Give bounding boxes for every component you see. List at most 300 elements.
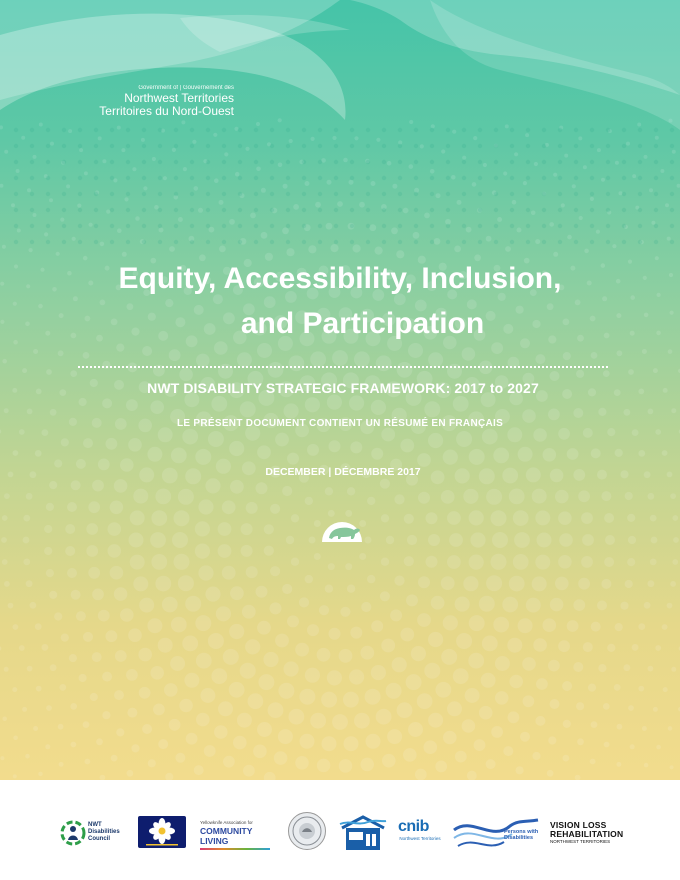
pattern-dot [590,224,594,228]
pattern-dot [174,208,178,212]
pattern-dot [21,136,25,140]
pattern-dot [182,429,198,445]
pattern-dot [106,438,118,450]
pattern-dot [110,160,114,164]
pattern-dot [30,160,34,164]
pattern-dot [394,576,404,586]
pattern-dot [126,669,138,681]
pattern-dot [345,563,352,570]
pattern-dot [126,770,133,777]
pattern-dot [434,238,441,245]
pattern-dot [601,579,611,589]
pattern-dot [465,688,480,703]
pattern-dot [49,481,57,489]
pattern-dot [561,203,565,207]
pattern-dot [512,200,517,205]
government-logo [76,84,234,118]
pattern-dot [14,208,18,212]
flower-logo [138,816,186,848]
pattern-dot [205,587,220,602]
pattern-dot [35,623,42,630]
document-title [0,256,680,346]
pattern-dot [478,224,482,228]
dotted-divider [78,366,608,368]
pattern-dot [478,160,482,164]
pattern-dot [491,726,503,738]
pattern-dot [468,653,484,669]
pattern-dot [310,713,326,729]
pattern-dot [614,684,621,691]
pattern-dot [270,504,280,514]
pattern-dot [150,532,166,548]
pattern-dot [590,176,594,180]
pattern-dot [486,575,502,591]
vision-loss-line-2: REHABILITATION [550,829,624,839]
pattern-dot [367,497,375,505]
pattern-dot [169,349,181,361]
pattern-dot [62,208,66,212]
pattern-dot [581,512,593,524]
pattern-dot [604,557,614,567]
pattern-dot [467,771,477,780]
house-icon [338,814,388,852]
pattern-dot [612,244,616,248]
pattern-dot [668,349,673,354]
pattern-dot [190,144,194,148]
pattern-dot [94,208,98,212]
pattern-dot [670,192,674,196]
pattern-dot [65,524,75,534]
pattern-dot [278,163,283,168]
pattern-dot [443,615,458,630]
pattern-dot [254,160,258,164]
pattern-dot [142,346,152,356]
pattern-dot [494,224,498,228]
pattern-dot [632,644,639,651]
pattern-dot [638,192,642,196]
pattern-dot [61,438,69,446]
pattern-dot [154,205,159,210]
pattern-dot [23,515,30,522]
pattern-dot [514,532,530,548]
pattern-dot [644,155,648,159]
pattern-dot [404,556,414,566]
pattern-dot [665,203,669,207]
vision-loss-line-1: VISION LOSS [550,820,607,830]
pattern-dot [286,144,290,148]
pattern-dot [60,218,64,222]
pattern-dot [591,721,598,728]
pattern-dot [507,638,522,653]
pattern-dot [574,208,578,212]
pattern-dot [381,428,395,442]
pattern-dot [535,555,550,570]
pattern-dot [86,545,98,557]
persons-with-disabilities-logo [452,812,540,854]
pattern-dot [654,240,658,244]
pattern-dot [314,553,321,560]
pattern-dot [218,701,233,716]
pattern-dot [607,644,615,652]
pattern-dot [155,576,171,592]
pattern-dot [147,618,162,633]
pattern-dot [453,396,469,412]
pattern-dot [142,160,146,164]
pattern-dot [359,202,365,208]
pattern-dot [510,128,514,132]
pattern-dot [409,120,413,124]
pattern-dot [46,176,50,180]
pattern-dot [204,745,216,757]
pattern-dot [366,224,370,228]
pattern-dot [481,673,496,688]
pattern-dot [516,766,524,774]
title-line-1: Equity, Accessibility, Inclusion, [118,262,562,295]
pattern-dot [670,224,674,228]
pattern-dot [92,480,104,492]
pattern-dot [555,577,569,591]
pattern-dot [583,428,593,438]
pattern-dot [29,248,33,252]
pattern-dot [49,198,53,202]
pattern-dot [238,176,242,180]
pattern-dot [537,533,552,548]
pattern-dot [195,521,210,536]
pattern-dot [94,192,98,196]
pattern-dot [604,513,614,523]
pattern-dot [366,176,370,180]
pattern-dot [350,192,354,196]
pattern-dot [435,761,447,773]
pattern-dot [382,144,386,148]
pattern-dot [110,208,114,212]
pattern-dot [65,546,75,556]
pattern-dot [158,160,162,164]
pattern-dot [526,160,530,164]
pattern-dot [375,247,383,255]
pattern-dot [30,128,34,132]
pattern-dot [2,359,7,364]
pattern-dot [46,369,52,375]
pattern-dot [350,224,354,228]
pattern-dot [536,678,548,690]
pattern-dot [503,746,513,756]
pattern-dot [558,144,562,148]
pattern-dot [23,537,30,544]
flower-icon [138,816,186,848]
community-living-color-bar [200,848,270,850]
pattern-dot [178,217,183,222]
pattern-dot [79,674,87,682]
pattern-dot [360,646,374,660]
pattern-dot [121,148,125,152]
pattern-dot [142,144,146,148]
pattern-dot [350,627,362,639]
pattern-dot [606,192,610,196]
pattern-dot [153,704,165,716]
pattern-dot [72,237,76,241]
pattern-dot [254,128,258,132]
ndc-text: NWT Disabilities Council [88,822,120,842]
pattern-dot [311,137,315,141]
pattern-dot [2,245,6,249]
pattern-dot [563,352,571,360]
pattern-dot [211,396,227,412]
pattern-dot [462,240,466,244]
pattern-dot [376,355,392,371]
pattern-dot [36,686,42,692]
pattern-dot [553,173,557,177]
pattern-dot [353,244,361,252]
pattern-dot [507,427,522,442]
pattern-dot [286,192,290,196]
pattern-dot [367,575,375,583]
pattern-dot [671,667,676,672]
pattern-dot [186,733,198,745]
pattern-dot [590,128,594,132]
pattern-dot [293,204,299,210]
pattern-dot [398,144,402,148]
pattern-dot [46,503,54,511]
pattern-dot [190,224,194,228]
pattern-dot [495,656,510,671]
pattern-dot [654,144,658,148]
pattern-dot [330,244,338,252]
pattern-dot [509,489,525,505]
pattern-dot [39,123,43,127]
pattern-dot [17,229,21,233]
pattern-dot [222,192,226,196]
pattern-dot [428,713,443,728]
pattern-dot [195,449,211,465]
pattern-dot [415,769,427,780]
pattern-dot [535,239,540,244]
pattern-dot [222,566,236,580]
pattern-dot [14,192,18,196]
pattern-dot [447,701,462,716]
pattern-dot [240,401,256,417]
pattern-dot [30,176,34,180]
pattern-dot [366,128,370,132]
pattern-dot [606,240,610,244]
pattern-dot [135,216,140,221]
pattern-dot [325,487,333,495]
pattern-dot [310,351,326,367]
pattern-dot [523,695,535,707]
pattern-dot [110,224,114,228]
pattern-dot [67,568,77,578]
pattern-dot [270,160,274,164]
pattern-dot [478,144,482,148]
pattern-dot [451,175,456,180]
pattern-dot [195,615,211,631]
pattern-dot [184,673,199,688]
pattern-dot [400,628,414,642]
pattern-dot [581,556,593,568]
pattern-dot [270,208,274,212]
pattern-dot [126,192,130,196]
pattern-dot [190,208,194,212]
pattern-dot [218,522,232,536]
pattern-dot [256,122,260,126]
pattern-dot [264,772,276,780]
pattern-dot [108,522,122,536]
pattern-dot [414,128,418,132]
pattern-dot [257,445,271,459]
pattern-dot [130,510,145,525]
pattern-dot [382,128,386,132]
pattern-dot [4,493,10,499]
pattern-dot [126,224,130,228]
pattern-dot [534,162,538,166]
pattern-dot [129,533,144,548]
pattern-dot [327,395,342,410]
pattern-dot [386,683,402,699]
pattern-dot [469,615,485,631]
pattern-dot [493,448,509,464]
pattern-dot [206,224,210,228]
pattern-dot [662,450,668,456]
pattern-dot [250,213,256,219]
pattern-dot [479,596,495,612]
pattern-dot [638,623,645,630]
pattern-dot [305,575,313,583]
pattern-dot [417,613,431,627]
pattern-dot [182,636,198,652]
pattern-dot [642,349,647,354]
pattern-dot [33,349,38,354]
pattern-dot [382,208,386,212]
pattern-dot [558,176,562,180]
pattern-dot [558,208,562,212]
pattern-dot [644,602,651,609]
pattern-dot [263,652,278,667]
pattern-dot [219,246,226,253]
pattern-dot [638,208,642,212]
pattern-dot [237,713,252,728]
pattern-dot [526,176,530,180]
pattern-dot [142,128,146,132]
pattern-dot [650,559,657,566]
pattern-dot [404,514,414,524]
pattern-dot [142,192,146,196]
pattern-dot [605,535,615,545]
pattern-dot [319,605,329,615]
pattern-dot [26,493,33,500]
pattern-dot [110,176,114,180]
pattern-dot [653,368,658,373]
pattern-dot [449,533,463,547]
pattern-dot [327,180,332,185]
pattern-dot [517,228,522,233]
pattern-dot [371,620,383,632]
pattern-dot [403,208,409,214]
pattern-dot [510,176,514,180]
pattern-dot [622,160,626,164]
pattern-dot [108,544,122,558]
pattern-dot [424,213,430,219]
pattern-dot [131,744,139,752]
pattern-dot [282,584,292,594]
pattern-dot [648,409,654,415]
pattern-dot [624,409,631,416]
pattern-dot [446,144,450,148]
pattern-dot [654,160,658,164]
pattern-dot [558,555,572,569]
pattern-dot [67,502,77,512]
pattern-dot [78,176,82,180]
pattern-dot [339,759,353,773]
pattern-dot [397,702,413,718]
pattern-dot [270,566,280,576]
pattern-dot [243,765,255,777]
pattern-dot [22,707,27,712]
pattern-dot [110,144,114,148]
pattern-dot [83,721,90,728]
pattern-dot [505,124,509,128]
publication-date: DECEMBER | DÉCEMBRE 2017 [265,466,421,478]
pattern-dot [100,242,105,247]
cnib-logo [398,818,442,850]
pattern-dot [183,167,187,171]
pattern-dot [158,144,162,148]
pattern-dot [430,144,434,148]
pattern-dot [371,448,383,460]
pattern-dot [174,240,178,244]
pattern-dot [486,759,496,769]
pattern-dot [606,144,610,148]
pattern-dot [578,490,590,502]
pattern-dot [491,510,507,526]
pattern-dot [446,208,450,212]
pattern-dot [509,675,523,689]
pattern-dot [526,240,530,244]
pattern-dot [526,208,530,212]
pattern-dot [102,159,106,163]
pattern-dot [601,178,605,182]
pattern-dot [174,160,178,164]
pattern-dot [282,486,292,496]
pattern-dot [350,240,354,244]
pattern-dot [240,663,256,679]
pattern-dot [590,759,596,765]
pattern-dot [33,155,37,159]
pattern-dot [46,160,50,164]
pattern-dot [670,160,674,164]
pattern-dot [289,709,305,725]
pattern-dot [510,240,514,244]
pattern-dot [394,494,404,504]
pattern-dot [50,664,57,671]
pattern-dot [114,587,128,601]
pattern-dot [2,559,8,565]
pattern-dot [543,448,557,462]
pattern-dot [94,224,98,228]
pattern-dot [208,633,224,649]
pattern-dot [667,237,671,241]
pattern-dot [222,176,226,180]
pattern-dot [257,722,272,737]
pattern-dot [171,617,187,633]
pattern-dot [590,192,594,196]
pattern-dot [590,240,594,244]
pattern-dot [170,656,185,671]
pattern-dot [334,224,338,228]
pattern-dot [238,208,242,212]
pattern-dot [194,765,204,775]
pattern-dot [411,646,426,661]
vision-loss-rehab-logo [550,821,630,847]
